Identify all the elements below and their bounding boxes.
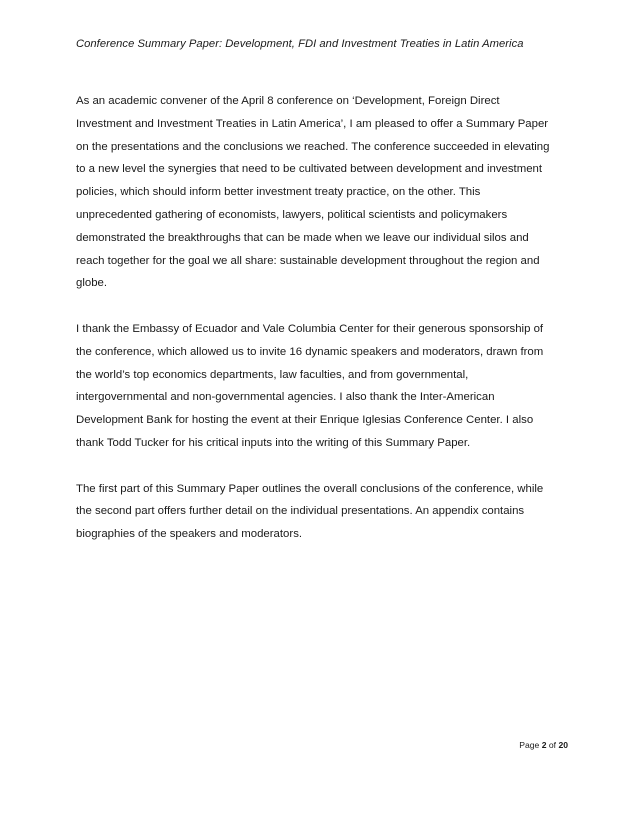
page-number [488,740,568,750]
paragraph-line: Investment and Investment Treaties in Latin America’, I am pleased to offer a Summary Paper [76,117,549,130]
paragraph-line: to a new level the synergies that need to be cultivated between development and investment [76,163,543,176]
paragraph-line: Development Bank for hosting the event at their Enrique Iglesias Conference Center. I also [76,414,534,427]
page-number-label: Page [519,740,540,750]
paragraph-line: As an academic convener of the April 8 conference on ‘Development, Foreign Direct [76,95,500,107]
paragraph-intro [76,90,566,295]
paragraph-line: the conference, which allowed us to invite 16 dynamic speakers and moderators, drawn from [76,345,544,358]
paragraph-line: on the presentations and the conclusions we reached. The conference succeeded in elevating [76,140,550,153]
paragraph-outline [76,478,566,546]
running-header: Conference Summary Paper: Development, FDI and Investment Treaties in Latin America [76,38,524,50]
paragraph-line: policies, which should inform better investment treaty practice, on the other. This [76,186,481,199]
paragraph-line: The first part of this Summary Paper outlines the overall conclusions of the conference, while [76,482,544,495]
page-number-current: 2 [541,740,547,750]
paragraph-line: reach together for the goal we all share: sustainable development throughout the region and [76,254,540,267]
paragraph-line: intergovernmental and non-governmental agencies. I also thank the Inter-American [76,391,495,404]
paragraph-line: globe. [76,277,108,290]
body-text [76,90,566,569]
paragraph-line: the second part offers further detail on the individual presentations. An appendix contains [76,505,525,518]
paragraph-line: biographies of the speakers and moderators. [76,528,303,541]
paragraph-line: demonstrated the breakthroughs that can be made when we leave our individual silos and [76,231,529,244]
paragraph-acknowledgements [76,318,566,455]
page-number-total: 20 [558,740,568,750]
paragraph-line: I thank the Embassy of Ecuador and Vale Columbia Center for their generous sponsorship of [76,322,544,335]
paragraph-line: thank Todd Tucker for his critical inputs into the writing of this Summary Paper. [76,436,471,449]
page-number-of: of [548,740,557,750]
paragraph-line: the world’s top economics departments, law faculties, and from governmental, [76,368,469,381]
paragraph-line: unprecedented gathering of economists, lawyers, political scientists and policymakers [76,208,508,221]
